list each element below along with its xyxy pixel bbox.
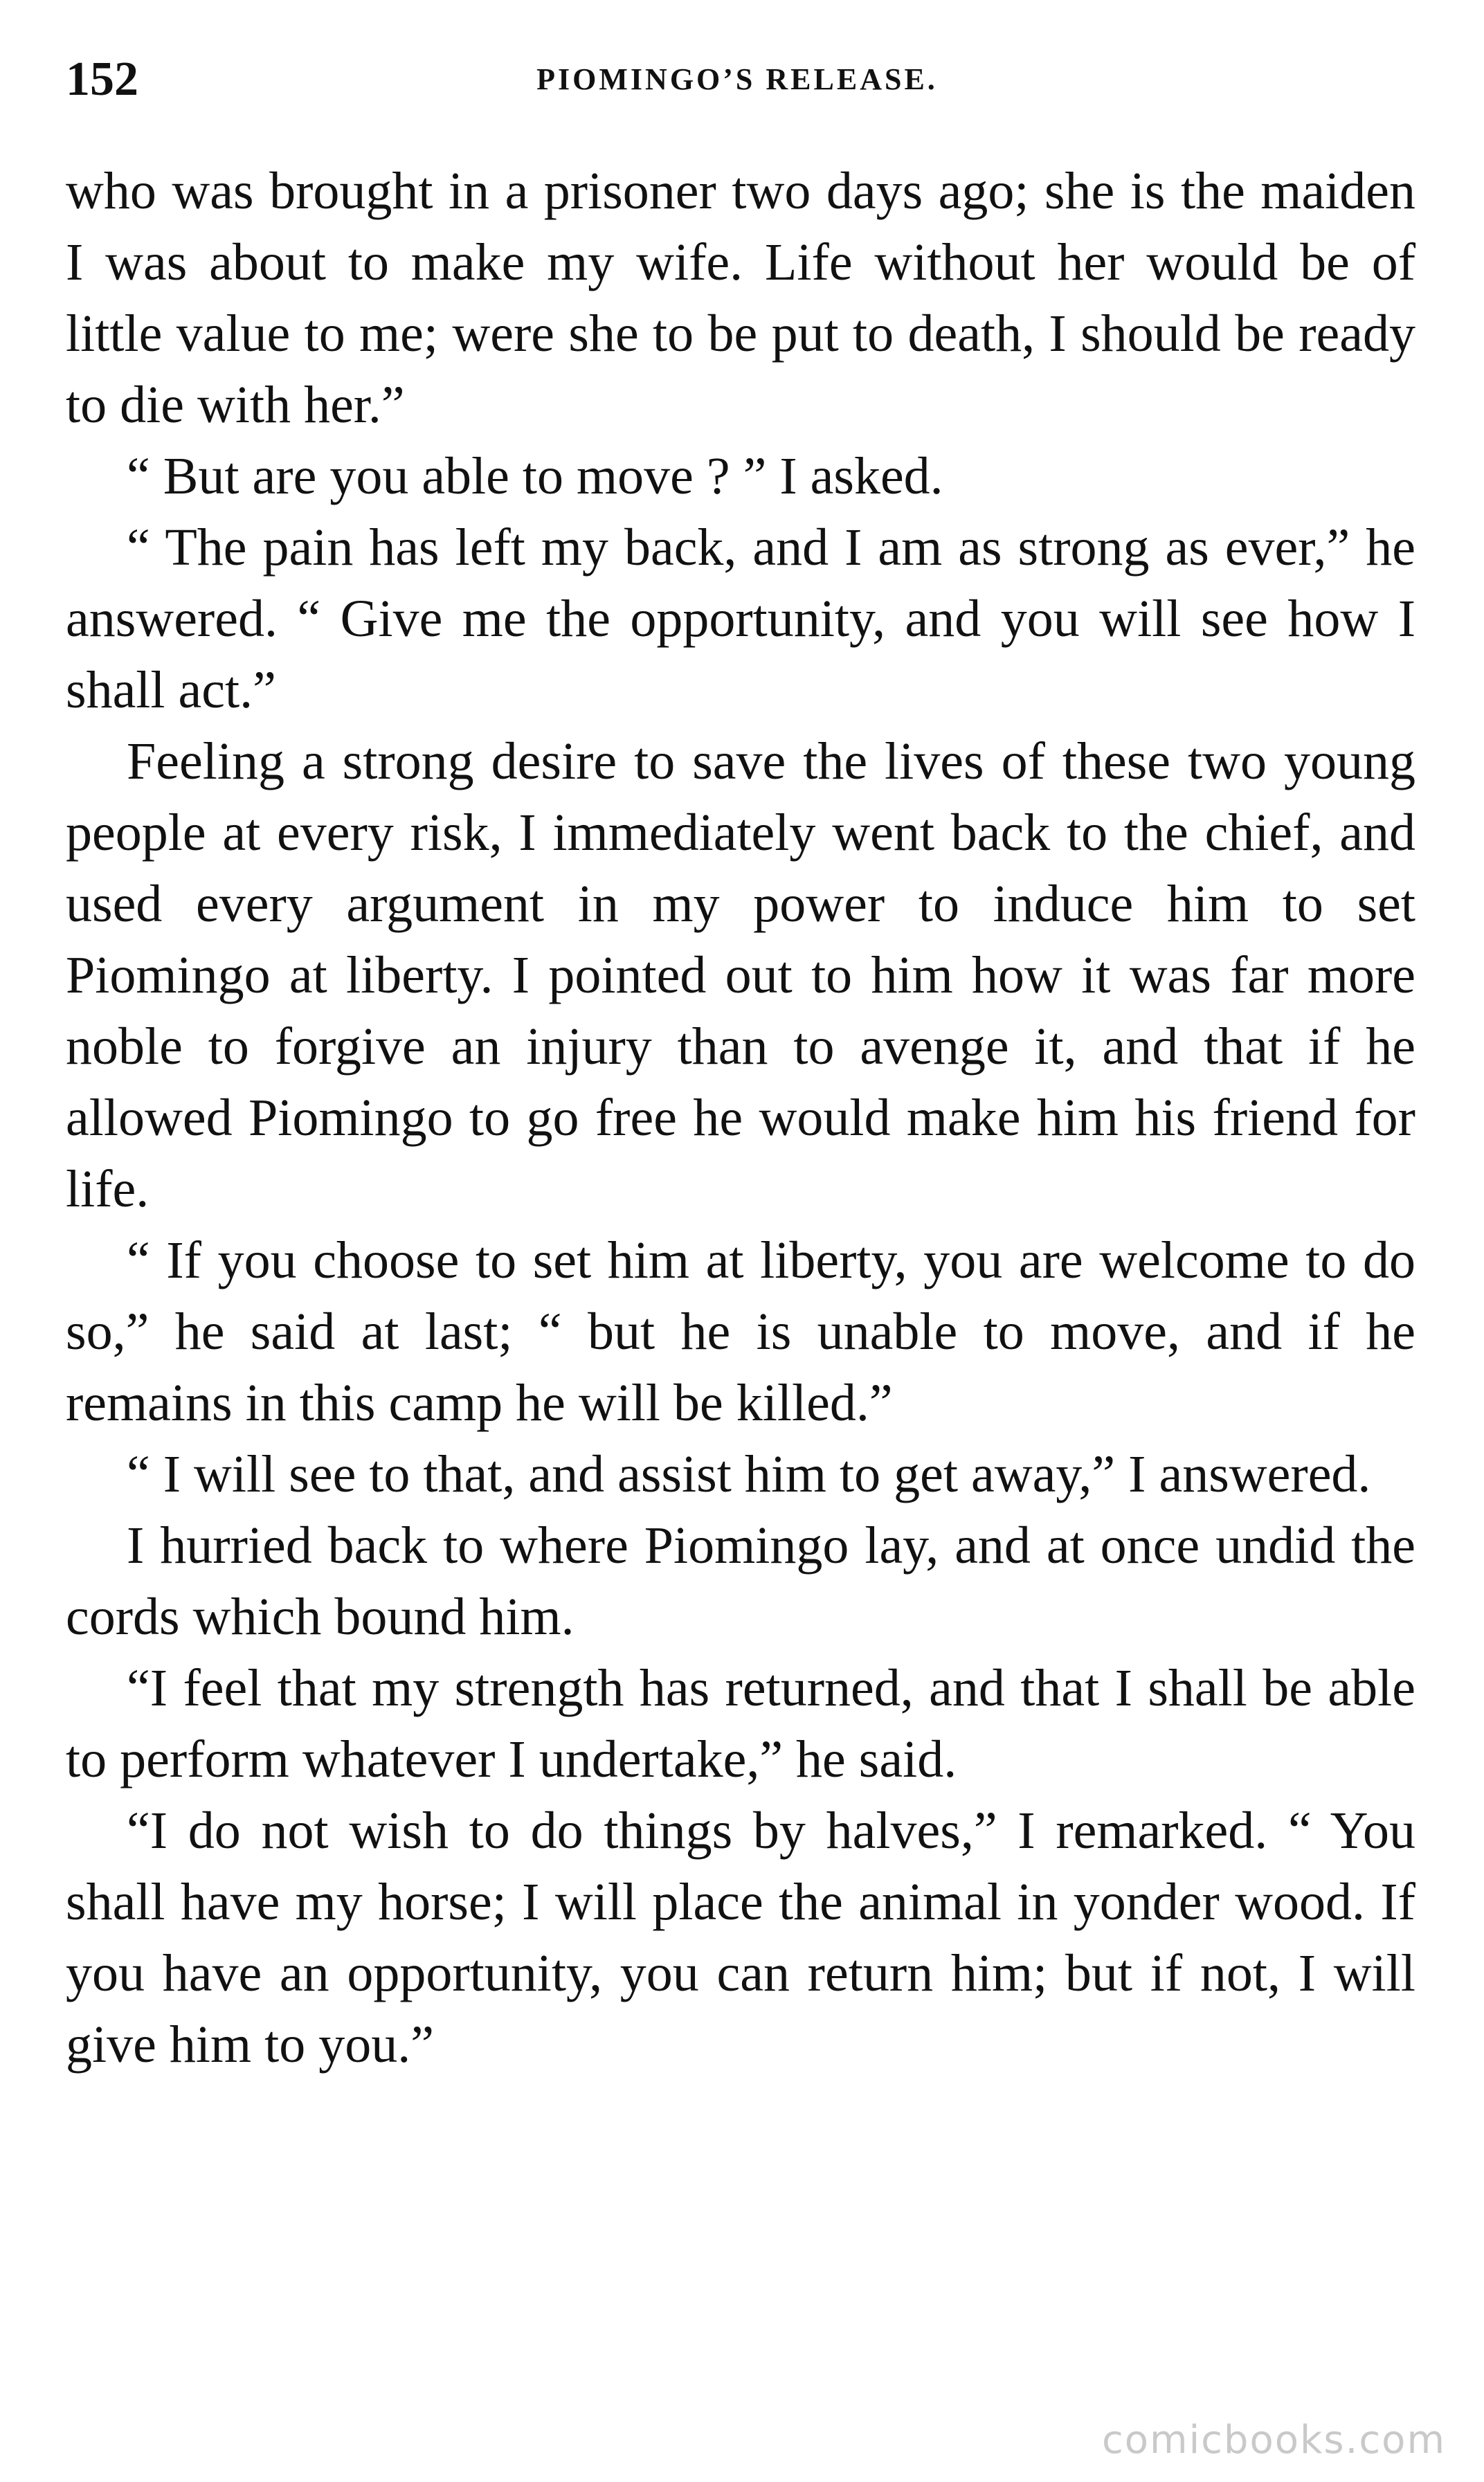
body-text	[66, 156, 1415, 2081]
running-title: PIOMINGO’S RELEASE.	[536, 62, 938, 96]
paragraph: who was brought in a prisoner two days ago; she is the maiden I was about to make my wife. Life without her would be of little value to me; were she to be put to death, I should be ready to die with her.”	[66, 162, 1415, 434]
watermark: comicbooks.com	[1101, 2418, 1446, 2463]
page-number: 152	[66, 53, 138, 106]
paragraph: “ I will see to that, and assist him to get away,” I answered.	[127, 1445, 1371, 1503]
running-head	[66, 42, 1409, 118]
paragraph: “I do not wish to do things by halves,” I remarked. “ You shall have my horse; I will place the animal in yonder wood. If you have an opportunity, you can return him; but if not, I will give him to you.”	[66, 1802, 1415, 2074]
paragraph: I hurried back to where Piomingo lay, and at once undid the cords which bound him.	[66, 1516, 1415, 1646]
paragraph: “ The pain has left my back, and I am as strong as ever,” he answered. “ Give me the opportunity, and you will see how I shall act.”	[66, 518, 1415, 719]
paragraph: “I feel that my strength has returned, and that I shall be able to perform whatever I undertake,” he said.	[66, 1659, 1415, 1788]
paragraph: Feeling a strong desire to save the lives of these two young people at every risk, I immediately went back to the chief, and used every argument in my power to induce him to set Piomingo at liberty. I pointed out to him how it was far more noble to forgive an injury than to avenge it, and that if he allowed Piomingo to go free he would make him his friend for life.	[66, 732, 1415, 1218]
paragraph: “ If you choose to set him at liberty, you are welcome to do so,” he said at last; “ but he is unable to move, and if he remains in this camp he will be killed.”	[66, 1231, 1415, 1432]
paragraph: “ But are you able to move ? ” I asked.	[127, 447, 943, 505]
